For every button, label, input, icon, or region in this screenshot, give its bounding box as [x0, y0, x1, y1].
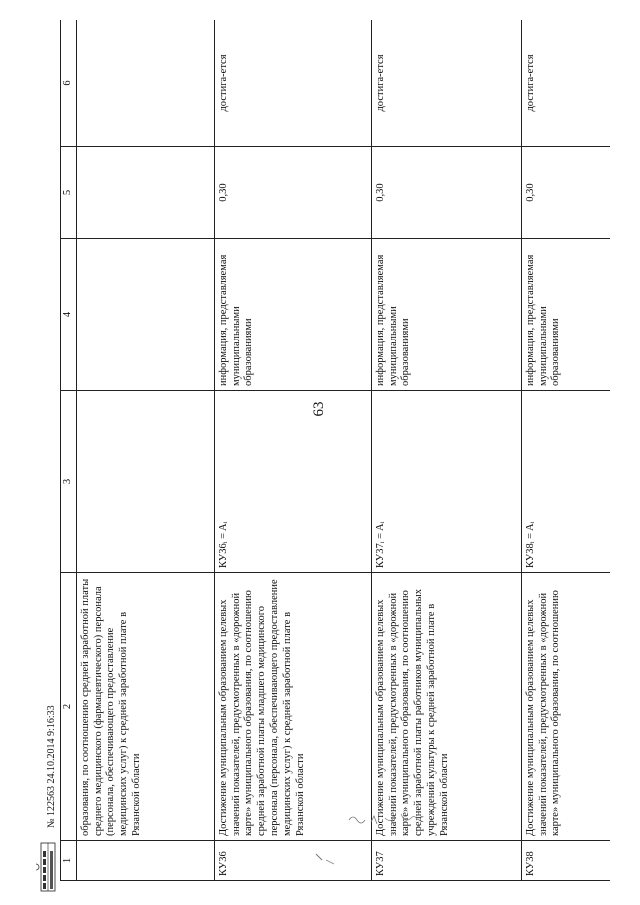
row-code: КУ36: [214, 841, 371, 881]
table-row: [521, 20, 610, 881]
row-status: достига-ется: [521, 20, 610, 147]
header-cell: 2: [61, 573, 77, 841]
header-cell: 1: [61, 841, 77, 881]
row-weight: 0,30: [214, 147, 371, 239]
header-cell: 4: [61, 239, 77, 391]
header-cell: 3: [61, 391, 77, 573]
registration-logo-icon: [36, 838, 60, 896]
row-weight: 0,30: [371, 147, 521, 239]
landscape-table-wrapper: [60, 20, 610, 881]
row-source: информация, представляемая муниципальными образованиями: [214, 239, 371, 391]
header-cell: 6: [61, 20, 77, 147]
indicators-table: [60, 20, 610, 881]
row-source: [76, 239, 214, 391]
handwritten-mark-icon: [345, 808, 425, 830]
table-row: [76, 20, 214, 881]
row-formula: КУ38ᵢ = Aᵢ: [521, 391, 610, 573]
row-description: Достижение муниципальным образованием целевых значений показателей, предусмотренных в «дорожной карте» муниципального образования, по соотношению средней заработной платы работников муниципальных учреждений культуры к средней заработной плате в Рязанской области: [371, 573, 521, 841]
row-code: КУ38: [521, 841, 610, 881]
row-weight: [76, 147, 214, 239]
row-status: достига-ется: [371, 20, 521, 147]
row-formula: КУ36ᵢ = Aᵢ: [214, 391, 371, 573]
row-formula: [76, 391, 214, 573]
row-formula: КУ37ᵢ = Aᵢ: [371, 391, 521, 573]
handwritten-mark-icon: [310, 848, 340, 870]
table-header-row: [61, 20, 77, 881]
row-status: [76, 20, 214, 147]
header-cell: 5: [61, 147, 77, 239]
row-description: Достижение муниципальным образованием целевых значений показателей, предусмотренных в «дорожной карте» муниципального образования, по соотношению: [521, 573, 610, 841]
row-code: КУ37: [371, 841, 521, 881]
row-status: достига-ется: [214, 20, 371, 147]
row-weight: 0,30: [521, 147, 610, 239]
row-description: Достижение муниципальным образованием целевых значений показателей, предусмотренных в «дорожной карте» муниципального образования, по соотношению средней заработной платы младшего медицинского персонала (персонала, обеспечивающего предоставление медицинских услуг) к средней заработной плате в Рязанской области: [214, 573, 371, 841]
table-rotation-frame: [60, 20, 610, 881]
document-stamp-text: № 122563 24.10.2014 9:16:33: [46, 705, 57, 828]
table-row: [214, 20, 371, 881]
table-row: [371, 20, 521, 881]
row-source: информация, представляемая муниципальными образованиями: [521, 239, 610, 391]
page-number: 63: [311, 401, 327, 417]
row-description: образования, по соотношению средней заработной платы среднего медицинского (фармацевтического) персонала (персонала, обеспечивающего предоставление медицинских услуг) к средней заработной плате в Рязанской области: [76, 573, 214, 841]
row-source: информация, представляемая муниципальными образованиями: [371, 239, 521, 391]
row-code: [76, 841, 214, 881]
